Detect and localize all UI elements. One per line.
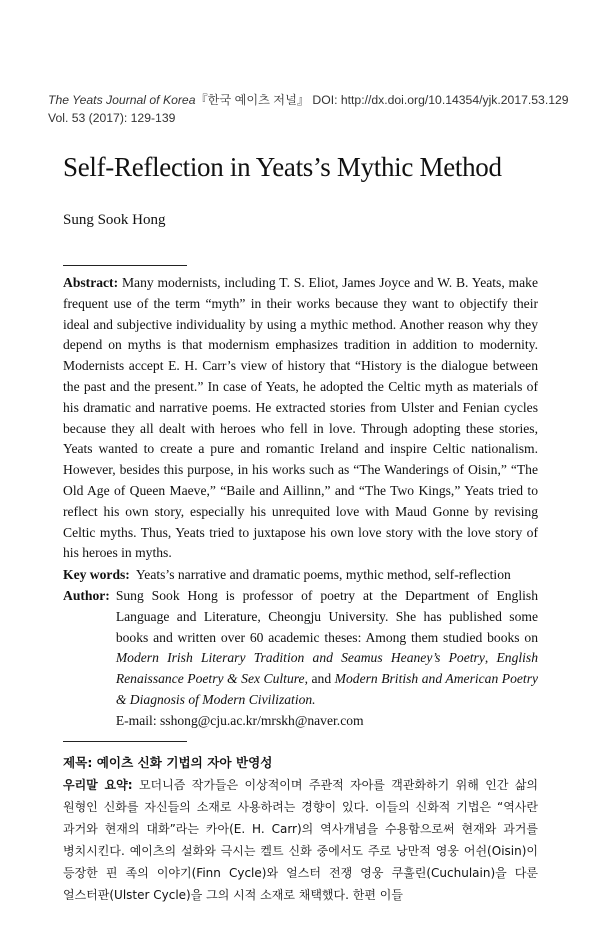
journal-header (48, 91, 568, 127)
abstract-text: Many modernists, including T. S. Eliot, James Joyce and W. B. Yeats, make frequent use of the term “myth” in their works because they want to objectify their ideal and subjective individuality by using a mythic method. Another reason why they depend on myths is that modernism emphasizes tradition in addition to modernity. Modernists accept E. H. Carr’s view of history that “History is the dialogue between the past and the present.” In case of Yeats, he adopted the Celtic myth as materials of his dramatic and narrative poems. He extracted stories from Ulster and Fenian cycles because they all dealt with heroes who fell in love. Through adopting these stories, Yeats wanted to create a pure and romantic Ireland and inspire Celtic nationalism. However, besides this purpose, in his works such as “The Wanderings of Oisin,” “The Old Age of Queen Maeve,” “Baile and Aillinn,” and “The Two Kings,” Yeats tried to reflect his own story, especially his unrequited love with Maud Gonne by revising Celtic myths. Thus, Yeats tried to juxtapose his own love story with the love story of his heroes in myths. (63, 275, 538, 561)
journal-citation-line (48, 91, 568, 109)
korean-title (63, 752, 272, 771)
keywords-label: Key words: (63, 567, 130, 582)
book-separator-1: , (484, 650, 497, 666)
section-divider-korean (63, 741, 187, 742)
article-title: Self-Reflection in Yeats’s Mythic Method (63, 152, 502, 182)
korean-abstract-label: 우리말 요약: (63, 778, 133, 792)
abstract (63, 273, 538, 564)
author-label: Author: (63, 588, 110, 603)
book-title-1: Modern Irish Literary Tradition and Seamus Heaney’s Poetry (115, 650, 485, 666)
author-info (63, 586, 538, 732)
abstract-label: Abstract: (63, 275, 119, 290)
book-title-3: Modern British and American Poetry & Diagnosis of Modern Civilization. (115, 671, 539, 707)
book-separator-2: , and (304, 671, 335, 687)
journal-name-korean: 『한국 예이츠 저널』 (195, 93, 310, 107)
doi-link[interactable]: DOI: http://dx.doi.org/10.14354/yjk.2017.53.129 (309, 93, 569, 107)
keywords (63, 565, 538, 586)
keywords-text: Yeats’s narrative and dramatic poems, mythic method, self-reflection (135, 567, 511, 582)
volume-info: Vol. 53 (2017): 129-139 (48, 111, 176, 125)
section-divider (63, 265, 187, 266)
book-title-2: English Renaissance Poetry & Sex Culture (115, 650, 539, 687)
korean-title-text: 예이츠 신화 기법의 자아 반영성 (92, 755, 273, 770)
author-email[interactable]: E-mail: sshong@cju.ac.kr/mrskh@naver.com (115, 712, 364, 728)
korean-title-label: 제목: (63, 755, 93, 770)
korean-abstract (63, 774, 538, 906)
journal-name: The Yeats Journal of Korea (48, 93, 196, 107)
author-bio-text: Sung Sook Hong is professor of poetry at the Department of English Language and Literature, Cheongju University. She has published some books and written over 60 academic theses: Among them studied books on (115, 588, 538, 645)
author-bio (116, 586, 538, 732)
korean-abstract-text: 모더니즘 작가들은 이상적이며 주관적 자아를 객관화하기 위해 인간 삶의 원형인 신화를 자신들의 소재로 사용하려는 경향이 있다. 이들의 신화적 기법은 “역사란 과거와 현재의 대화”라는 카아(E. H. Carr)의 역사개념을 수용함으로써 현재와 과거를 병치시킨다. 예이츠의 설화와 극시는 켈트 신화 중에서도 주로 낭만적 영웅 어쉰(Oisin)이 등장한 핀 족의 이야기(Finn Cycle)와 얼스터 전쟁 영웅 쿠훌린(Cuchulain)을 다룬 얼스터판(Ulster Cycle)을 그의 시적 소재로 채택했다. 한편 이들 (63, 778, 539, 902)
article-author: Sung Sook Hong (63, 212, 166, 228)
